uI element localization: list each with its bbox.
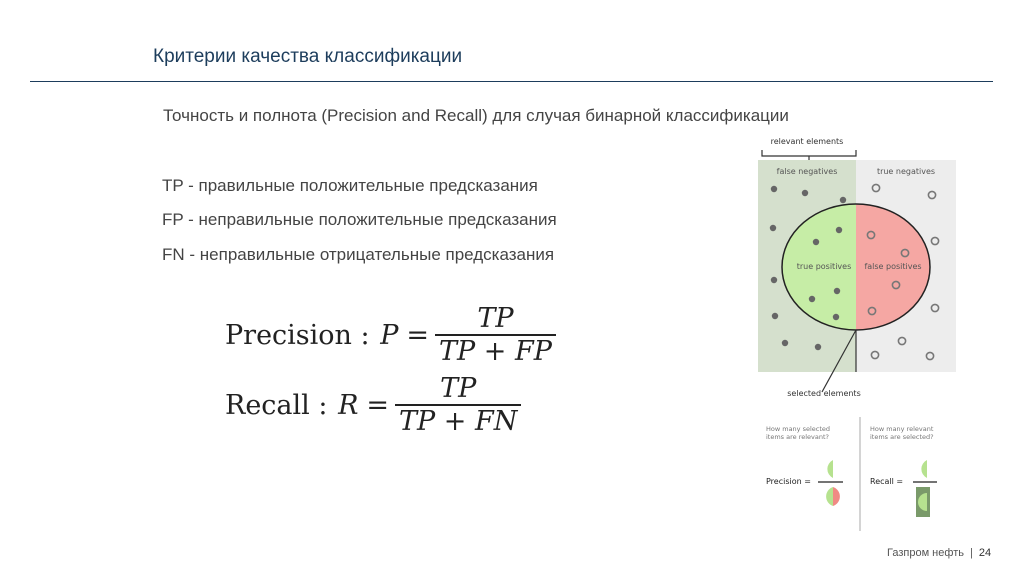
page-number: 24 xyxy=(978,547,992,559)
relevant-dot xyxy=(771,186,777,192)
precision-numerator: TP xyxy=(477,303,514,334)
precision-recall-diagram xyxy=(750,134,965,404)
precision-question-line1: How many selected xyxy=(766,425,831,433)
relevant-dot xyxy=(813,239,819,245)
recall-fraction xyxy=(395,373,521,437)
slide-title: Критерии качества классификации xyxy=(153,46,463,67)
relevant-dot xyxy=(815,344,821,350)
precision-denominator-right xyxy=(833,487,840,506)
definition-fn: FN - неправильные отрицательные предсказания xyxy=(162,245,555,264)
relevant-dot xyxy=(833,314,839,320)
precision-illustration-label: Precision = xyxy=(766,477,811,486)
formulas-block xyxy=(225,300,556,440)
precision-equals: = xyxy=(406,319,430,351)
recall-question-line2: items are selected? xyxy=(870,433,934,441)
precision-recall-formula-illustration xyxy=(760,417,950,535)
recall-formula-label: Recall : xyxy=(225,389,337,421)
false-negatives-label: false negatives xyxy=(776,167,838,176)
relevant-dot xyxy=(809,296,815,302)
relevant-dot xyxy=(772,313,778,319)
relevant-dot xyxy=(840,197,846,203)
precision-variable: P xyxy=(380,319,399,351)
recall-question-line1: How many relevant xyxy=(870,425,934,433)
relevant-dot xyxy=(771,277,777,283)
recall-numerator: TP xyxy=(440,373,477,404)
recall-numerator-shape xyxy=(921,460,927,478)
precision-numerator-shape xyxy=(827,460,833,478)
footer-company: Газпром нефть xyxy=(887,547,964,559)
precision-fraction xyxy=(435,303,556,367)
definition-fp: FP - неправильные положительные предсказания xyxy=(162,210,557,229)
false-positives-label: false positives xyxy=(864,262,922,271)
recall-illustration-label: Recall = xyxy=(870,477,904,486)
relevant-dot xyxy=(836,227,842,233)
precision-formula-label: Precision : xyxy=(225,319,379,351)
recall-equals: = xyxy=(366,389,390,421)
precision-formula xyxy=(225,300,556,370)
footer xyxy=(887,547,991,559)
relevant-dot xyxy=(770,225,776,231)
precision-question-line2: items are relevant? xyxy=(766,433,829,441)
precision-denominator-left xyxy=(826,487,833,506)
recall-variable: R xyxy=(338,389,359,421)
selected-elements-label: selected elements xyxy=(787,389,861,398)
relevant-dot xyxy=(782,340,788,346)
relevant-bracket xyxy=(762,150,856,156)
slide-subtitle: Точность и полнота (Precision and Recall) для случая бинарной классификации xyxy=(163,106,789,125)
true-positives-label: true positives xyxy=(796,262,852,271)
definition-tp: TP - правильные положительные предсказания xyxy=(162,176,538,195)
recall-formula xyxy=(225,370,556,440)
relevant-dot xyxy=(834,288,840,294)
title-divider xyxy=(30,81,993,82)
relevant-elements-label: relevant elements xyxy=(770,137,844,146)
recall-denominator: TP + FN xyxy=(399,406,518,437)
precision-denominator: TP + FP xyxy=(439,336,552,367)
relevant-dot xyxy=(802,190,808,196)
true-negatives-label: true negatives xyxy=(876,167,936,176)
footer-separator: | xyxy=(969,547,973,559)
